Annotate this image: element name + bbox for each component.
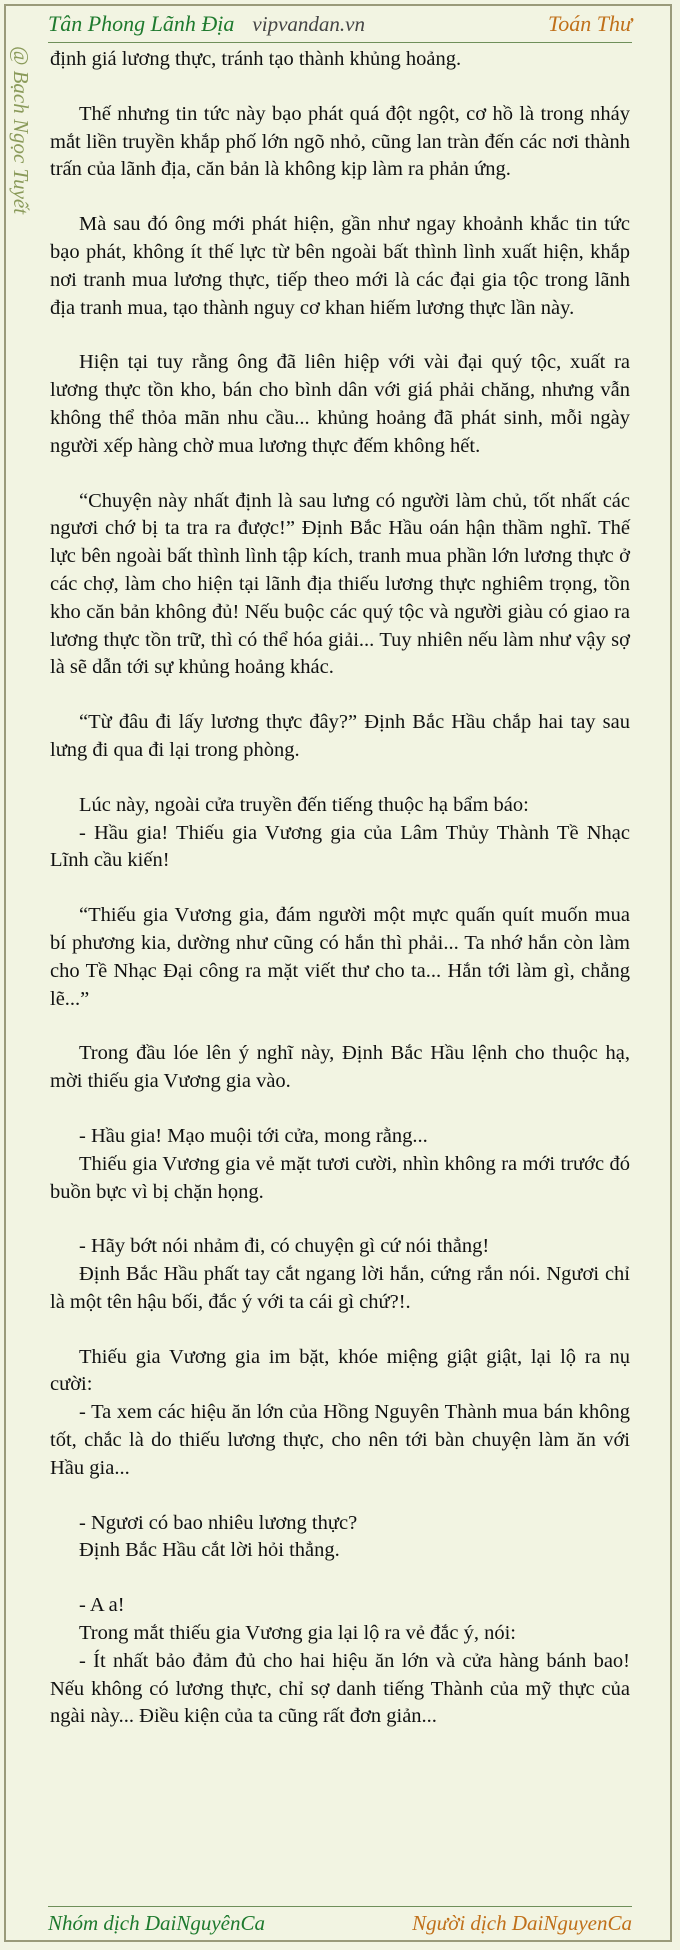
translator: Người dịch DaiNguyenCa bbox=[412, 1910, 632, 1935]
paragraph: Định Bắc Hầu cắt lời hỏi thẳng. bbox=[79, 1539, 340, 1562]
paragraph: - Ít nhất bảo đảm đủ cho hai hiệu ăn lớn và cửa hàng bánh bao! Nếu không có lương thực, chỉ sợ danh tiếng Thành của mỹ thực của ngài này... Điều kiện của ta cũng rất đơn giản... bbox=[50, 1649, 630, 1728]
paragraph: “Từ đâu đi lấy lương thực đây?” Định Bắc Hầu chắp hai tay sau lưng đi qua đi lại trong phòng. bbox=[50, 711, 630, 761]
paragraph: định giá lương thực, tránh tạo thành khủng hoảng. bbox=[50, 48, 462, 70]
page-footer bbox=[48, 1906, 632, 1939]
site-name: vipvandan.vn bbox=[252, 12, 365, 36]
paragraph: Trong mắt thiếu gia Vương gia lại lộ ra vẻ đắc ý, nói: bbox=[79, 1622, 517, 1645]
paragraph: - Hãy bớt nói nhảm đi, có chuyện gì cứ nói thẳng! bbox=[79, 1235, 490, 1258]
paragraph: Thiếu gia Vương gia vẻ mặt tươi cười, nhìn không ra mới trước đó buồn bực vì bị chặn họng. bbox=[50, 1152, 630, 1203]
paragraph: Lúc này, ngoài cửa truyền đến tiếng thuộc hạ bẩm báo: bbox=[79, 793, 529, 816]
paragraph: - Ngươi có bao nhiêu lương thực? bbox=[79, 1511, 358, 1534]
paragraph: Trong đầu lóe lên ý nghĩ này, Định Bắc Hầu lệnh cho thuộc hạ, mời thiếu gia Vương gia vào. bbox=[50, 1042, 630, 1093]
paragraph: Thế nhưng tin tức này bạo phát quá đột ngột, cơ hồ là trong nháy mắt liền truyền khắp phố lớn ngõ nhỏ, cũng lan tràn đến các nơi thành trấn của lãnh địa, căn bản là không kịp làm ra phản ứng. bbox=[50, 102, 630, 181]
watermark-text: @ Bạch Ngọc Tuyết bbox=[9, 46, 33, 215]
paragraph: Định Bắc Hầu phất tay cắt ngang lời hắn, cứng rắn nói. Ngươi chỉ là một tên hậu bối, đắc ý với ta cái gì chứ?!. bbox=[50, 1263, 630, 1313]
paragraph: Hiện tại tuy rằng ông đã liên hiệp với vài đại quý tộc, xuất ra lương thực tồn kho, bán cho bình dân với giá phải chăng, nhưng vẫn không thể thỏa mãn nhu cầu... khủng hoảng đã phát sinh, mỗi ngày người xếp hàng chờ mua lương thực đếm không hết. bbox=[50, 351, 630, 457]
paragraph: “Thiếu gia Vương gia, đám người một mực quấn quít muốn mua bí phương kia, dường như cũng có hắn thì phải... Ta nhớ hắn còn làm cho Tề Nhạc Đại công ra mặt viết thư cho ta... Hắn tới làm gì, chẳng lẽ...” bbox=[50, 904, 630, 1010]
book-title: Tân Phong Lãnh Địa bbox=[48, 11, 235, 36]
page-header bbox=[48, 6, 632, 43]
story-text bbox=[50, 46, 630, 1731]
paragraph: - Hầu gia! Mạo muội tới cửa, mong rằng... bbox=[79, 1124, 428, 1147]
side-watermark bbox=[8, 46, 38, 266]
paragraph: - Hầu gia! Thiếu gia Vương gia của Lâm Thủy Thành Tề Nhạc Lĩnh cầu kiến! bbox=[50, 821, 630, 872]
paragraph: Thiếu gia Vương gia im bặt, khóe miệng giật giật, lại lộ ra nụ cười: bbox=[50, 1345, 630, 1396]
paragraph: - A a! bbox=[79, 1594, 125, 1617]
header-left bbox=[48, 11, 365, 37]
author-name: Toán Thư bbox=[548, 11, 632, 36]
translation-group: Nhóm dịch DaiNguyênCa bbox=[48, 1910, 265, 1935]
paragraph: - Ta xem các hiệu ăn lớn của Hồng Nguyên Thành mua bán không tốt, chắc là do thiếu lương thực, cho nên tới bàn chuyện làm ăn với Hầu gia... bbox=[50, 1401, 630, 1479]
paragraph: “Chuyện này nhất định là sau lưng có người làm chủ, tốt nhất các ngươi chớ bị ta tra ra được!” Định Bắc Hầu oán hận thầm nghĩ. Thế lực bên ngoài bất thình lình tập kích, tranh mua phần lớn lương thực ở các chợ, làm cho hiện tại lãnh địa thiếu lương thực nghiêm trọng, tồn kho căn bản không đủ! Nếu buộc các quý tộc và người giàu có giao ra lương thực tồn trữ, thì có thể hóa giải... Tuy nhiên nếu làm như vậy sợ là sẽ dẫn tới sự khủng hoảng khác. bbox=[50, 489, 630, 679]
paragraph: Mà sau đó ông mới phát hiện, gần như ngay khoảnh khắc tin tức bạo phát, không ít thế lực từ bên ngoài bất thình lình xuất hiện, khắp nơi tranh mua lương thực, tiếp theo mới là các đại gia tộc trong lãnh địa tranh mua, tạo thành nguy cơ khan hiếm lương thực lần này. bbox=[50, 213, 630, 319]
